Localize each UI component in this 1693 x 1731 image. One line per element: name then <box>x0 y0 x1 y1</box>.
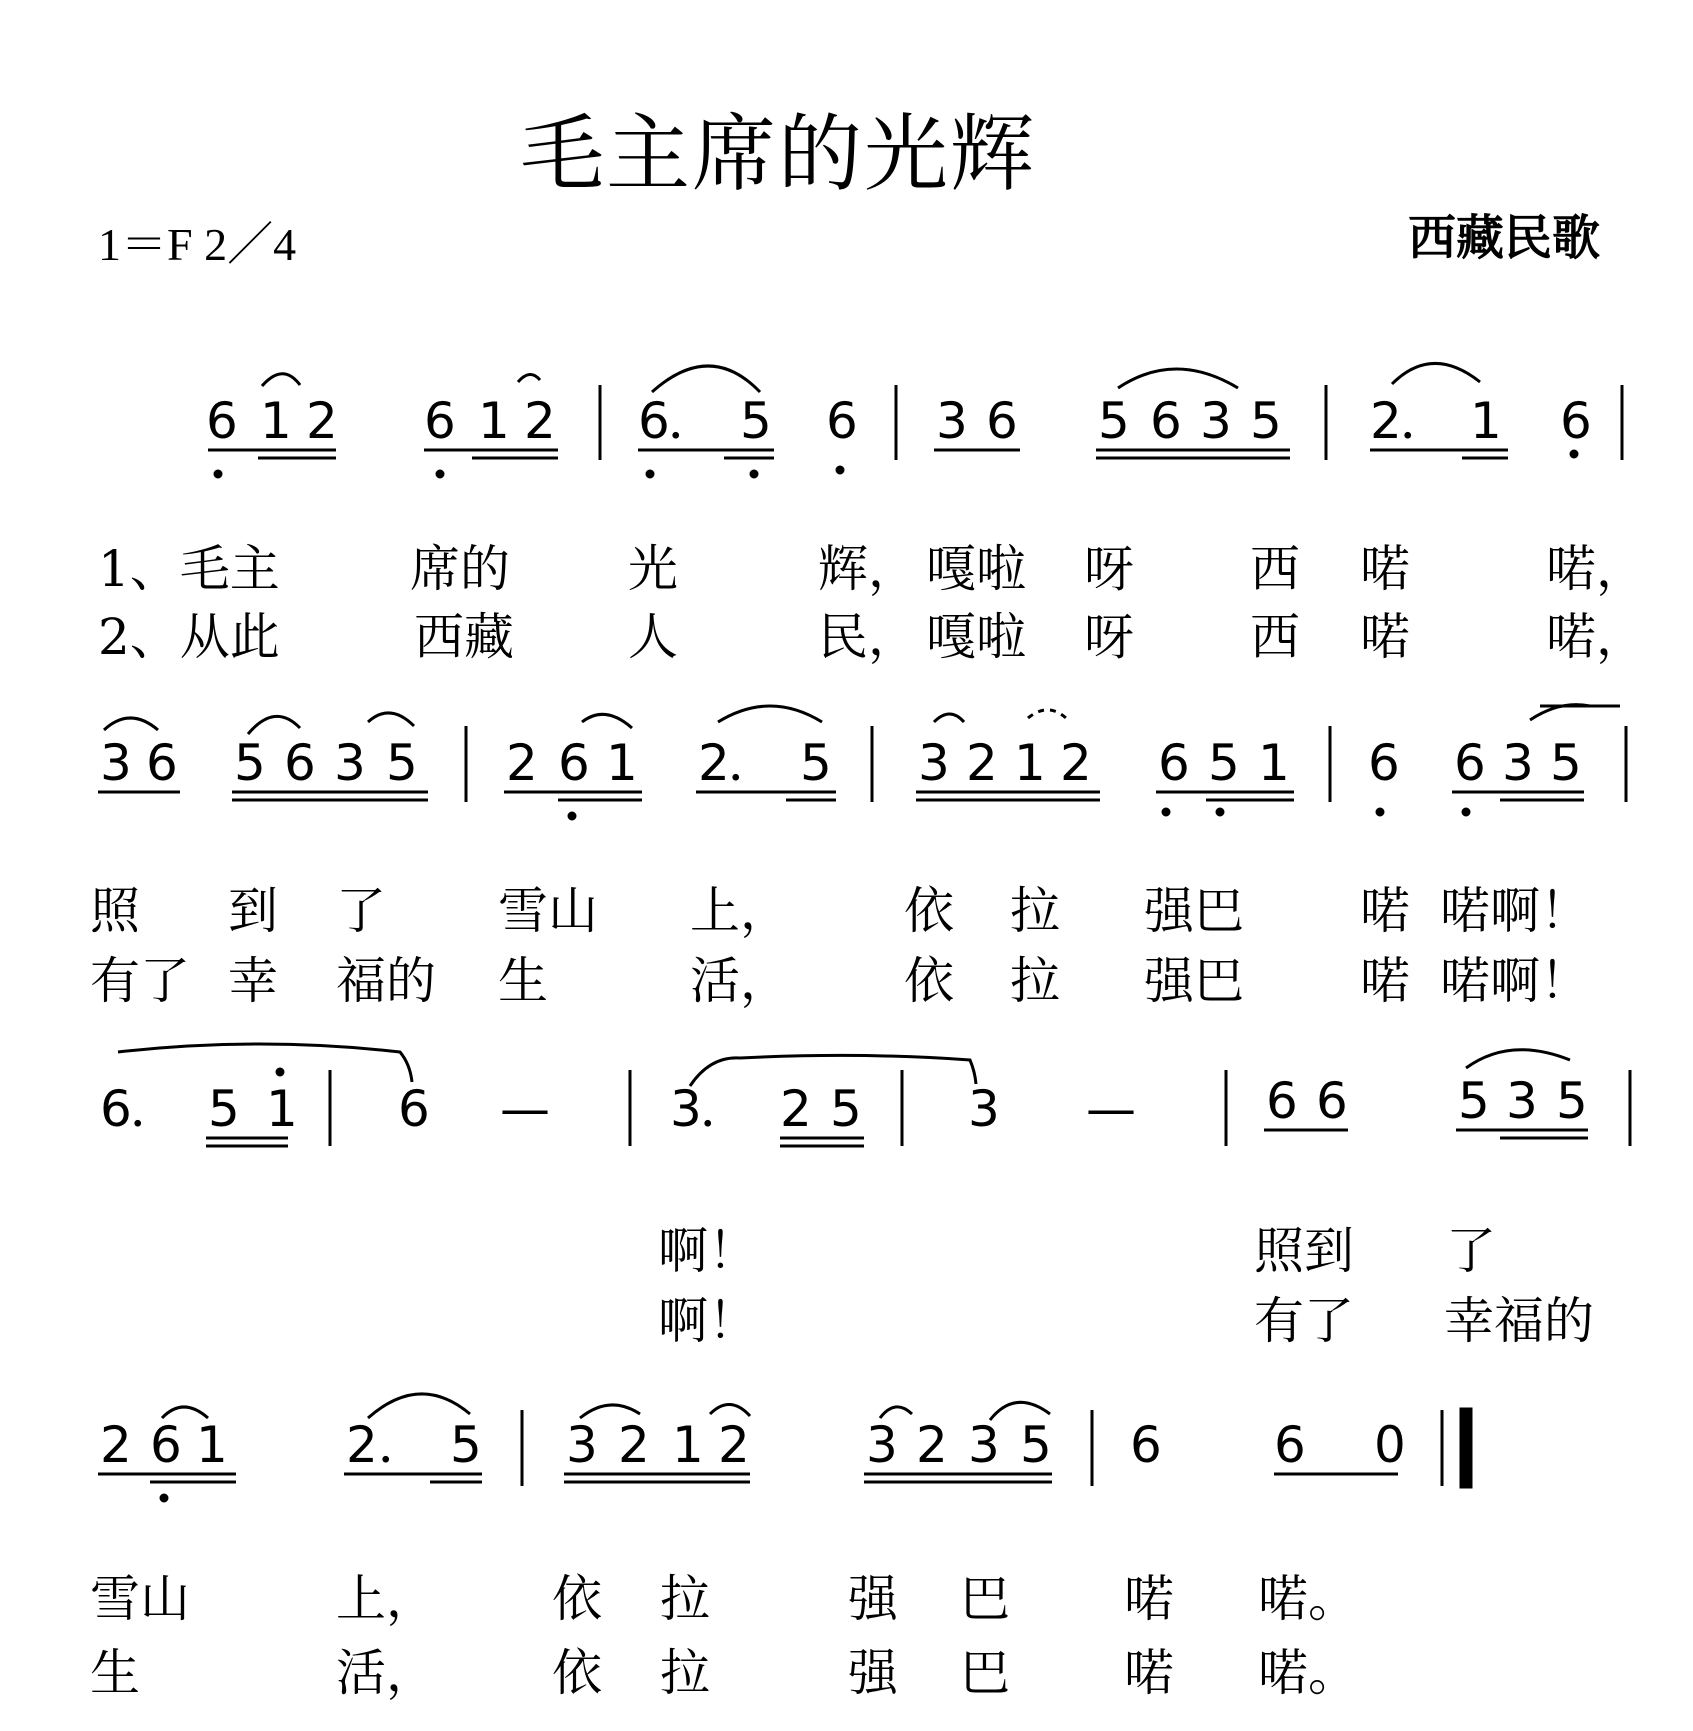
note: 1 <box>1258 734 1290 792</box>
note: 2 <box>524 392 556 450</box>
note: 5 <box>830 1080 862 1138</box>
lyric: 拉 <box>660 1570 710 1628</box>
slur <box>718 706 822 722</box>
octave-dot <box>276 1068 284 1076</box>
note-dot: ． <box>668 392 718 450</box>
note: 1 <box>1470 392 1502 450</box>
lyric: 西藏 <box>414 608 514 666</box>
note: 2 <box>346 1416 378 1474</box>
note: 5 <box>450 1416 482 1474</box>
lyric: 幸 <box>228 952 278 1010</box>
note: 6 <box>1150 392 1182 450</box>
octave-dot <box>1162 808 1170 816</box>
lyric: 喏 <box>1124 1570 1174 1628</box>
lyric: 雪山 <box>498 882 598 940</box>
note: 3 <box>968 1080 1000 1138</box>
note: 6 <box>986 392 1018 450</box>
lyric: 幸福的 <box>1444 1292 1594 1350</box>
note: 6 <box>1130 1416 1162 1474</box>
slur <box>934 714 964 722</box>
note: 1 <box>672 1416 704 1474</box>
note: 6 <box>1368 734 1400 792</box>
lyric: 巴 <box>960 1570 1010 1628</box>
lyric: 啊！ <box>658 1292 758 1350</box>
octave-dot <box>836 466 844 474</box>
note-dot: ． <box>728 734 778 792</box>
slur <box>118 1044 412 1082</box>
lyric: 喏 <box>1124 1644 1174 1702</box>
lyric: 雪山 <box>90 1570 190 1628</box>
lyric: 到 <box>228 882 278 940</box>
lyric: 人 <box>628 608 678 666</box>
note-dot: ． <box>130 1080 180 1138</box>
note: 6 <box>146 734 178 792</box>
note: 1 <box>606 734 638 792</box>
lyric: 光 <box>628 540 678 598</box>
note-dot: ． <box>700 1080 750 1138</box>
octave-dot <box>160 1494 168 1502</box>
note: 6 <box>1274 1416 1306 1474</box>
slur <box>1466 1050 1570 1068</box>
note: 6 <box>558 734 590 792</box>
note: 5 <box>800 734 832 792</box>
note: 6 <box>638 392 670 450</box>
lyric: 依 <box>552 1570 602 1628</box>
octave-dot <box>1570 450 1578 458</box>
lyric: 喏。 <box>1258 1570 1358 1628</box>
note: 5 <box>740 392 772 450</box>
note: 6 <box>1266 1072 1298 1130</box>
note: 6 <box>284 734 316 792</box>
note: 1 <box>1014 734 1046 792</box>
lyric: 呀 <box>1084 540 1134 598</box>
lyric: 呀 <box>1084 608 1134 666</box>
note: 6 <box>826 392 858 450</box>
lyric: 喏 <box>1360 540 1410 598</box>
note: 3 <box>1502 734 1534 792</box>
final-barline <box>1460 1408 1472 1488</box>
lyric: 喏 <box>1360 952 1410 1010</box>
note: 6 <box>1560 392 1592 450</box>
octave-dot <box>646 470 654 478</box>
octave-dot <box>1376 808 1384 816</box>
lyric: 强巴 <box>1144 952 1244 1010</box>
octave-dot <box>214 470 222 478</box>
lyric: 喏 <box>1360 608 1410 666</box>
lyric: 了 <box>336 882 386 940</box>
lyric: 喏 <box>1360 882 1410 940</box>
note: 6 <box>150 1416 182 1474</box>
note: 2 <box>306 392 338 450</box>
lyric: 嘎啦 <box>926 608 1026 666</box>
note: 2 <box>618 1416 650 1474</box>
note: 1 <box>260 392 292 450</box>
lyric: 生 <box>498 952 548 1010</box>
lyric: 上， <box>690 882 790 940</box>
slur <box>1028 710 1070 722</box>
note: 3 <box>100 734 132 792</box>
slur <box>1392 363 1480 384</box>
lyric: 上， <box>336 1570 436 1628</box>
lyric: 有了 <box>90 952 190 1010</box>
note: 5 <box>234 734 266 792</box>
slur <box>1118 369 1238 388</box>
slur <box>368 1394 470 1418</box>
note: 6 <box>1158 734 1190 792</box>
note: 5 <box>386 734 418 792</box>
lyric: 照 <box>90 882 140 940</box>
note: 2 <box>916 1416 948 1474</box>
lyric: 嘎啦 <box>926 540 1026 598</box>
lyric: 活， <box>336 1644 436 1702</box>
note: 5 <box>208 1080 240 1138</box>
octave-dot <box>436 470 444 478</box>
lyric: 辉， <box>818 540 918 598</box>
lyric: 席的 <box>410 540 510 598</box>
note: 3 <box>334 734 366 792</box>
octave-dot <box>1462 808 1470 816</box>
note: 5 <box>1550 734 1582 792</box>
note: 3 <box>968 1416 1000 1474</box>
lyric: 喏， <box>1546 608 1646 666</box>
octave-dot <box>568 812 576 820</box>
note: 6 <box>100 1080 132 1138</box>
note: 1 <box>196 1416 228 1474</box>
note: 3 <box>1506 1072 1538 1130</box>
key-signature: 1＝F 2／4 <box>98 219 297 270</box>
note: 2 <box>506 734 538 792</box>
lyric: 有了 <box>1254 1292 1354 1350</box>
note: 0 <box>1374 1416 1406 1474</box>
note: 3 <box>670 1080 702 1138</box>
note-dot: ． <box>378 1416 428 1474</box>
note-dot: ． <box>1400 392 1450 450</box>
slur <box>248 716 300 734</box>
lyric: 1、毛主 <box>98 540 280 598</box>
slur <box>104 718 158 730</box>
lyric: 喏啊！ <box>1440 952 1590 1010</box>
note: 2 <box>698 734 730 792</box>
note: 5 <box>1458 1072 1490 1130</box>
lyric: 生 <box>90 1644 140 1702</box>
song-title: 毛主席的光辉 <box>520 105 1037 203</box>
lyric: 福的 <box>336 952 436 1010</box>
note: 1 <box>478 392 510 450</box>
note: 2 <box>1370 392 1402 450</box>
note: 3 <box>866 1416 898 1474</box>
lyric: 啊！ <box>658 1222 758 1280</box>
slur <box>582 714 632 728</box>
note: 3 <box>918 734 950 792</box>
lyric: 拉 <box>1010 952 1060 1010</box>
lyric: 了 <box>1446 1222 1496 1280</box>
note: 5 <box>1250 392 1282 450</box>
note: 5 <box>1208 734 1240 792</box>
slur <box>710 1404 750 1416</box>
note: 2 <box>718 1416 750 1474</box>
note: 6 <box>1454 734 1486 792</box>
lyric: 拉 <box>1010 882 1060 940</box>
note: 6 <box>424 392 456 450</box>
lyric: 西 <box>1250 608 1300 666</box>
octave-dot <box>1216 808 1224 816</box>
note: 6 <box>1316 1072 1348 1130</box>
note: 3 <box>936 392 968 450</box>
note: 3 <box>566 1416 598 1474</box>
lyric: 拉 <box>660 1644 710 1702</box>
lyric: 2、从此 <box>98 608 280 666</box>
lyric: 喏， <box>1546 540 1646 598</box>
note: 6 <box>206 392 238 450</box>
note: 2 <box>1060 734 1092 792</box>
note: 5 <box>1556 1072 1588 1130</box>
note: 6 <box>398 1080 430 1138</box>
note: 1 <box>266 1080 298 1138</box>
lyric: 活， <box>690 952 790 1010</box>
lyric: 西 <box>1250 540 1300 598</box>
lyric: 喏。 <box>1258 1644 1358 1702</box>
note: 2 <box>100 1416 132 1474</box>
dash: — <box>1086 1080 1136 1138</box>
note: 5 <box>1020 1416 1052 1474</box>
note: 2 <box>966 734 998 792</box>
lyric: 依 <box>904 882 954 940</box>
song-source: 西藏民歌 <box>1408 210 1601 266</box>
lyric: 强 <box>848 1570 898 1628</box>
lyric: 照到 <box>1254 1222 1354 1280</box>
note: 2 <box>780 1080 812 1138</box>
dash: — <box>500 1080 550 1138</box>
lyric: 依 <box>904 952 954 1010</box>
lyric: 巴 <box>960 1644 1010 1702</box>
octave-dot <box>750 470 758 478</box>
slur <box>262 374 300 386</box>
slur <box>652 366 760 392</box>
lyric: 依 <box>552 1644 602 1702</box>
lyric: 民， <box>818 608 918 666</box>
slur <box>368 713 414 726</box>
lyric: 强 <box>848 1644 898 1702</box>
slur <box>518 374 540 382</box>
lyric: 喏啊！ <box>1440 882 1590 940</box>
lyric: 强巴 <box>1144 882 1244 940</box>
note: 3 <box>1200 392 1232 450</box>
note: 5 <box>1098 392 1130 450</box>
